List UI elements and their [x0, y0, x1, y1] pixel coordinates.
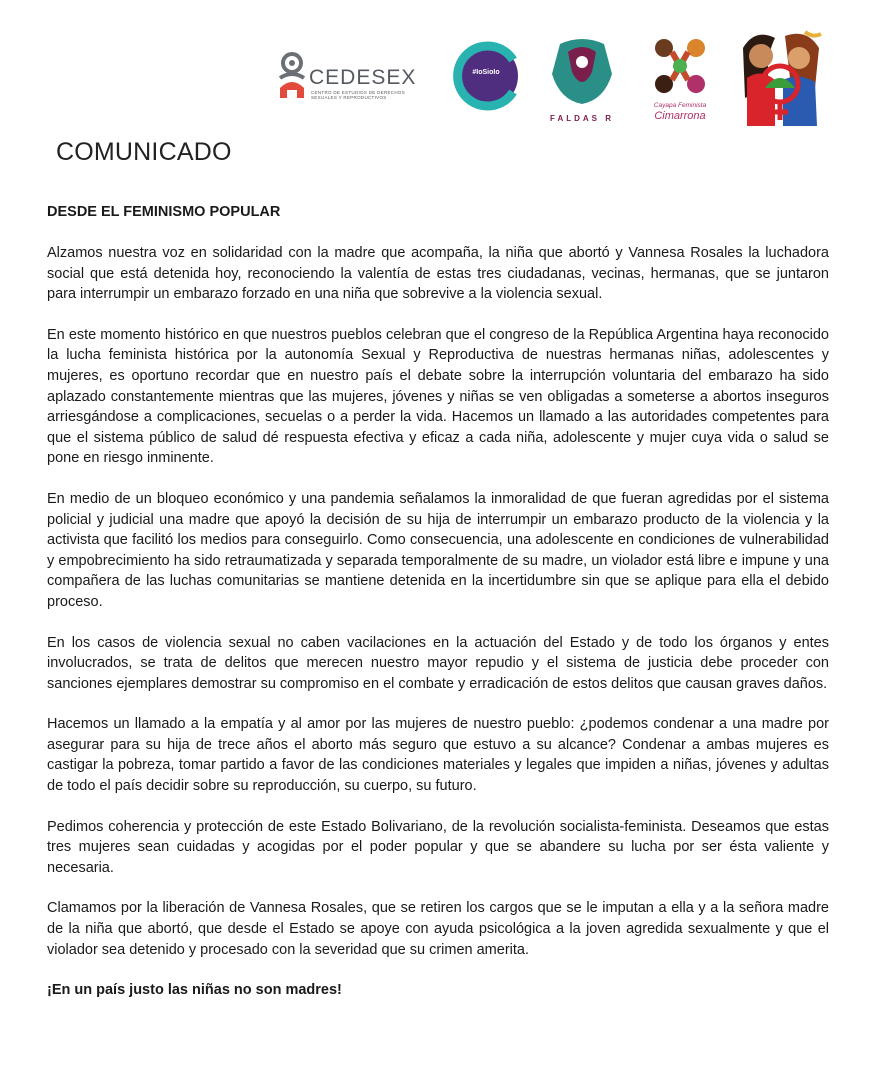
paragraph: Clamamos por la liberación de Vannesa Rosales, que se retiren los cargos que se le imputan a ella y a la señora madre de la niña que abortó, que desde el Estado se apoye con ayuda psicológica a la joven agredida sexualmente y que el violador sea detenido y procesado con la severidad que su crimen amerita. — [47, 900, 829, 958]
cimarrona-line1: Cayapa Feminista — [653, 102, 707, 109]
cimarrona-emblem-icon — [644, 34, 716, 100]
women-illustration-icon — [735, 28, 825, 126]
iosieio-text: #IoSioIo — [472, 69, 500, 76]
paragraph: En medio de un bloqueo económico y una pandemia señalamos la inmoralidad de que fueran agredidas por el sistema policial y judicial una madre que apoyó la decisión de su hija de interrumpir un embarazo producto de la violencia y la activista que facilitó los medios para conseguirlo. Como consecuencia, una adolescente en condiciones de vulnerabilidad y empobrecimiento ha sido retraumatizada y separada temporalmente de su madre, un violador está libre e impune y una compañera de las luchas comunitarias se mantiene detenida en la incertidumbre sin que se aplique para ella el debido proceso. — [47, 490, 829, 610]
paragraph: En los casos de violencia sexual no caben vacilaciones en la actuación del Estado y de todo los órganos y entes involucrados, se trata de delitos que merecen nuestro mayor repudio y el sistema de justicia debe proceder con sanciones ejemplares demostrar su compromiso en el combate y erradicación de estos delitos que causan graves daños. — [47, 634, 829, 692]
cimarrona-line2: Cimarrona — [654, 110, 706, 122]
faldas-logo — [546, 32, 618, 124]
iosieio-logo — [451, 40, 521, 112]
faldas-text: FALDAS R — [550, 114, 614, 123]
paragraph: Hacemos un llamado a la empatía y al amor por las mujeres de nuestro pueblo: ¿podemos condenar a una madre por asegurar para su hija de trece años el aborto más seguro que estuvo a su alcance? Condenar a ambas mujeres es castigar la pobreza, tomar partido a favor de las condiciones materiales y legales que impiden a niñas, jóvenes y adultas de todo el país decidir sobre su reproducción, su cuerpo, su futuro. — [47, 716, 829, 795]
cimarrona-logo — [644, 34, 716, 126]
women-illustration-logo — [735, 28, 825, 126]
document-body — [47, 202, 829, 1000]
paragraph: Alzamos nuestra voz en solidaridad con la madre que acompaña, la niña que abortó y Vannesa Rosales la luchadora social que está detenida hoy, reconociendo la valentía de estas tres ciudadanas, vecinas, hermanas, que se juntaron para interrumpir un embarazo forzado en una niña que sobrevive a la violencia sexual. — [47, 245, 829, 303]
iosieio-circle-icon — [451, 40, 521, 112]
document-subtitle: DESDE EL FEMINISMO POPULAR — [47, 204, 281, 220]
cedesex-subtitle: CENTRO DE ESTUDIOS DE DERECHOS SEXUALES Y REPRODUCTIVOS — [311, 90, 406, 100]
page-title: COMUNICADO — [56, 138, 232, 166]
cedesex-name: CEDESEX — [309, 66, 417, 89]
paragraph: Pedimos coherencia y protección de este Estado Bolivariano, de la revolución socialista-feminista. Deseamos que estas tres mujeres sean cuidadas y acogidas por el poder popular y que se abandere su lucha por ser ésta valiente y necesaria. — [47, 818, 829, 876]
cedesex-emblem-icon — [275, 52, 309, 102]
closing-slogan: ¡En un país justo las niñas no son madres! — [47, 982, 342, 999]
cedesex-logo — [275, 52, 423, 104]
faldas-emblem-icon — [546, 32, 618, 112]
logo-bar — [270, 24, 830, 129]
paragraph: En este momento histórico en que nuestros pueblos celebran que el congreso de la República Argentina haya reconocido la lucha feminista histórica por la autonomía Sexual y Reproductiva de nuestras hermanas niñas, adolescentes y mujeres, es oportuno recordar que en nuestro país el debate sobre la interrupción voluntaria del embarazo ha sido aplazado constantemente mientras que las mujeres, jóvenes y niñas se ven obligadas a someterse a abortos inseguros arriesgándose a complicaciones, secuelas o a perder la vida. Hacemos un llamado a las autoridades competentes para que el sistema público de salud dé respuesta efectiva y eficaz a cada niña, adolescente y mujer cuya vida o salud se pone en riesgo inminente. — [47, 326, 829, 467]
